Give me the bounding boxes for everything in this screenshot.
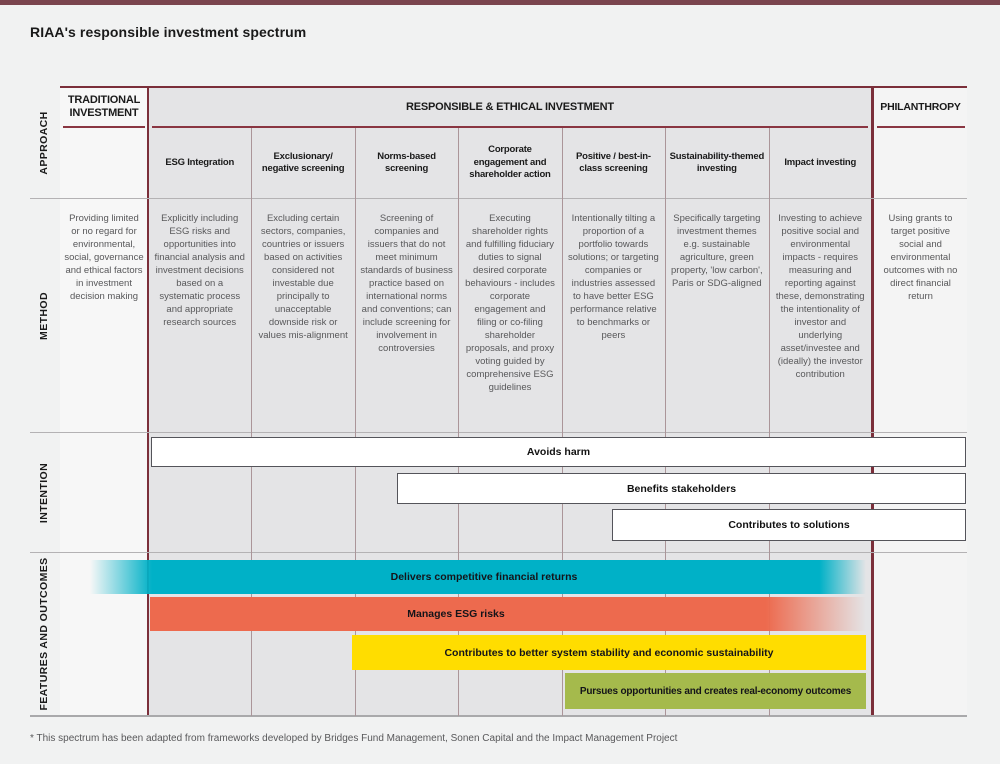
row-label-method-text: METHOD — [38, 292, 50, 340]
feature-bar-real-economy-outcomes: Pursues opportunities and creates real-economy outcomes — [565, 673, 866, 709]
method-cell-esg-integration: Explicitly including ESG risks and opportunities into financial analysis and investment decisions based on a systematic process and appropriate research sources — [154, 213, 245, 328]
column-header-esg-integration: ESG Integration — [165, 156, 235, 168]
column-header-sustainability-themed: Sustainability-themed investing — [669, 150, 765, 174]
traditional-column-background — [60, 86, 148, 716]
intention-bar-benefits-stakeholders: Benefits stakeholders — [397, 473, 966, 504]
intention-bar-avoids-harm: Avoids harm — [151, 437, 966, 467]
row-label-intention-text: INTENTION — [38, 462, 50, 524]
method-cell-sustainability-themed: Specifically targeting investment themes e.g. sustainable agriculture, green property, 'low carbon', Paris or SDG-aligned — [671, 213, 763, 289]
table-bottom-border — [30, 715, 967, 717]
feature-bar-manages-esg-risks: Manages ESG risks — [150, 597, 866, 631]
method-cell-positive-screening: Intentionally tilting a proportion of a portfolio towards solutions; or targeting companies or industries assessed to have better ESG performance relative to benchmarks or peers — [567, 213, 659, 341]
column-header-corporate-engagement: Corporate engagement and shareholder action — [469, 144, 551, 181]
row-divider-method-intention — [30, 432, 967, 433]
traditional-investment-header: TRADITIONAL INVESTMENT — [67, 94, 141, 119]
method-cell-norms-based-screening: Screening of companies and issuers that do not meet minimum standards of business practice based on international norms and conventions; can include screening for involvement in controversies — [360, 213, 453, 354]
column-headers-row — [148, 128, 872, 198]
method-cell-impact-investing: Investing to achieve positive social and environmental impacts - requires measuring and reporting against these, demonstrating the intentionality of investor and underlying asset/investee and (ideally) the investor contribution — [775, 213, 865, 380]
philanthropy-header: PHILANTHROPY — [880, 100, 961, 113]
page-title: RIAA's responsible investment spectrum — [30, 24, 307, 40]
method-cell-corporate-engagement: Executing shareholder rights and fulfilling fiduciary duties to signal desired corporate behaviours - includes corporate engagement and filing or co-filing shareholder proposals, and proxy voting guided by comprehensive ESG guidelines — [465, 213, 555, 393]
traditional-header-underline — [63, 126, 145, 128]
feature-bar-system-stability: Contributes to better system stability and economic sustainability — [352, 635, 866, 670]
row-label-approach-text: APPROACH — [38, 111, 50, 175]
row-divider-intention-features — [30, 552, 967, 553]
column-header-positive-screening: Positive / best-in-class screening — [575, 150, 651, 174]
column-header-exclusionary-screening: Exclusionary/ negative screening — [261, 150, 345, 174]
method-row — [148, 199, 872, 432]
top-accent-bar — [0, 0, 1000, 5]
column-header-norms-based-screening: Norms-based screening — [377, 150, 436, 174]
column-header-impact-investing: Impact investing — [784, 156, 857, 168]
footnote: * This spectrum has been adapted from frameworks developed by Bridges Fund Management, Sonen Capital and the Impact Management Project — [30, 733, 678, 744]
responsible-ethical-investment-header: RESPONSIBLE & ETHICAL INVESTMENT — [406, 100, 614, 113]
philanthropy-column-background — [874, 86, 967, 716]
method-cell-exclusionary-screening: Excluding certain sectors, companies, countries or issuers based on activities considered not investable due principally to unacceptable downside risk or values mis-alignment — [258, 213, 348, 341]
feature-bar-financial-returns: Delivers competitive financial returns — [90, 560, 866, 594]
intention-bar-contributes-to-solutions: Contributes to solutions — [612, 509, 966, 541]
method-cell-traditional: Providing limited or no regard for environmental, social, governance and ethical factors in investment decision making — [64, 213, 144, 302]
row-label-features-text: FEATURES AND OUTCOMES — [38, 557, 50, 711]
philanthropy-header-underline — [877, 126, 965, 128]
method-cell-philanthropy: Using grants to target positive social and environmental outcomes with no direct financial return — [883, 213, 958, 302]
